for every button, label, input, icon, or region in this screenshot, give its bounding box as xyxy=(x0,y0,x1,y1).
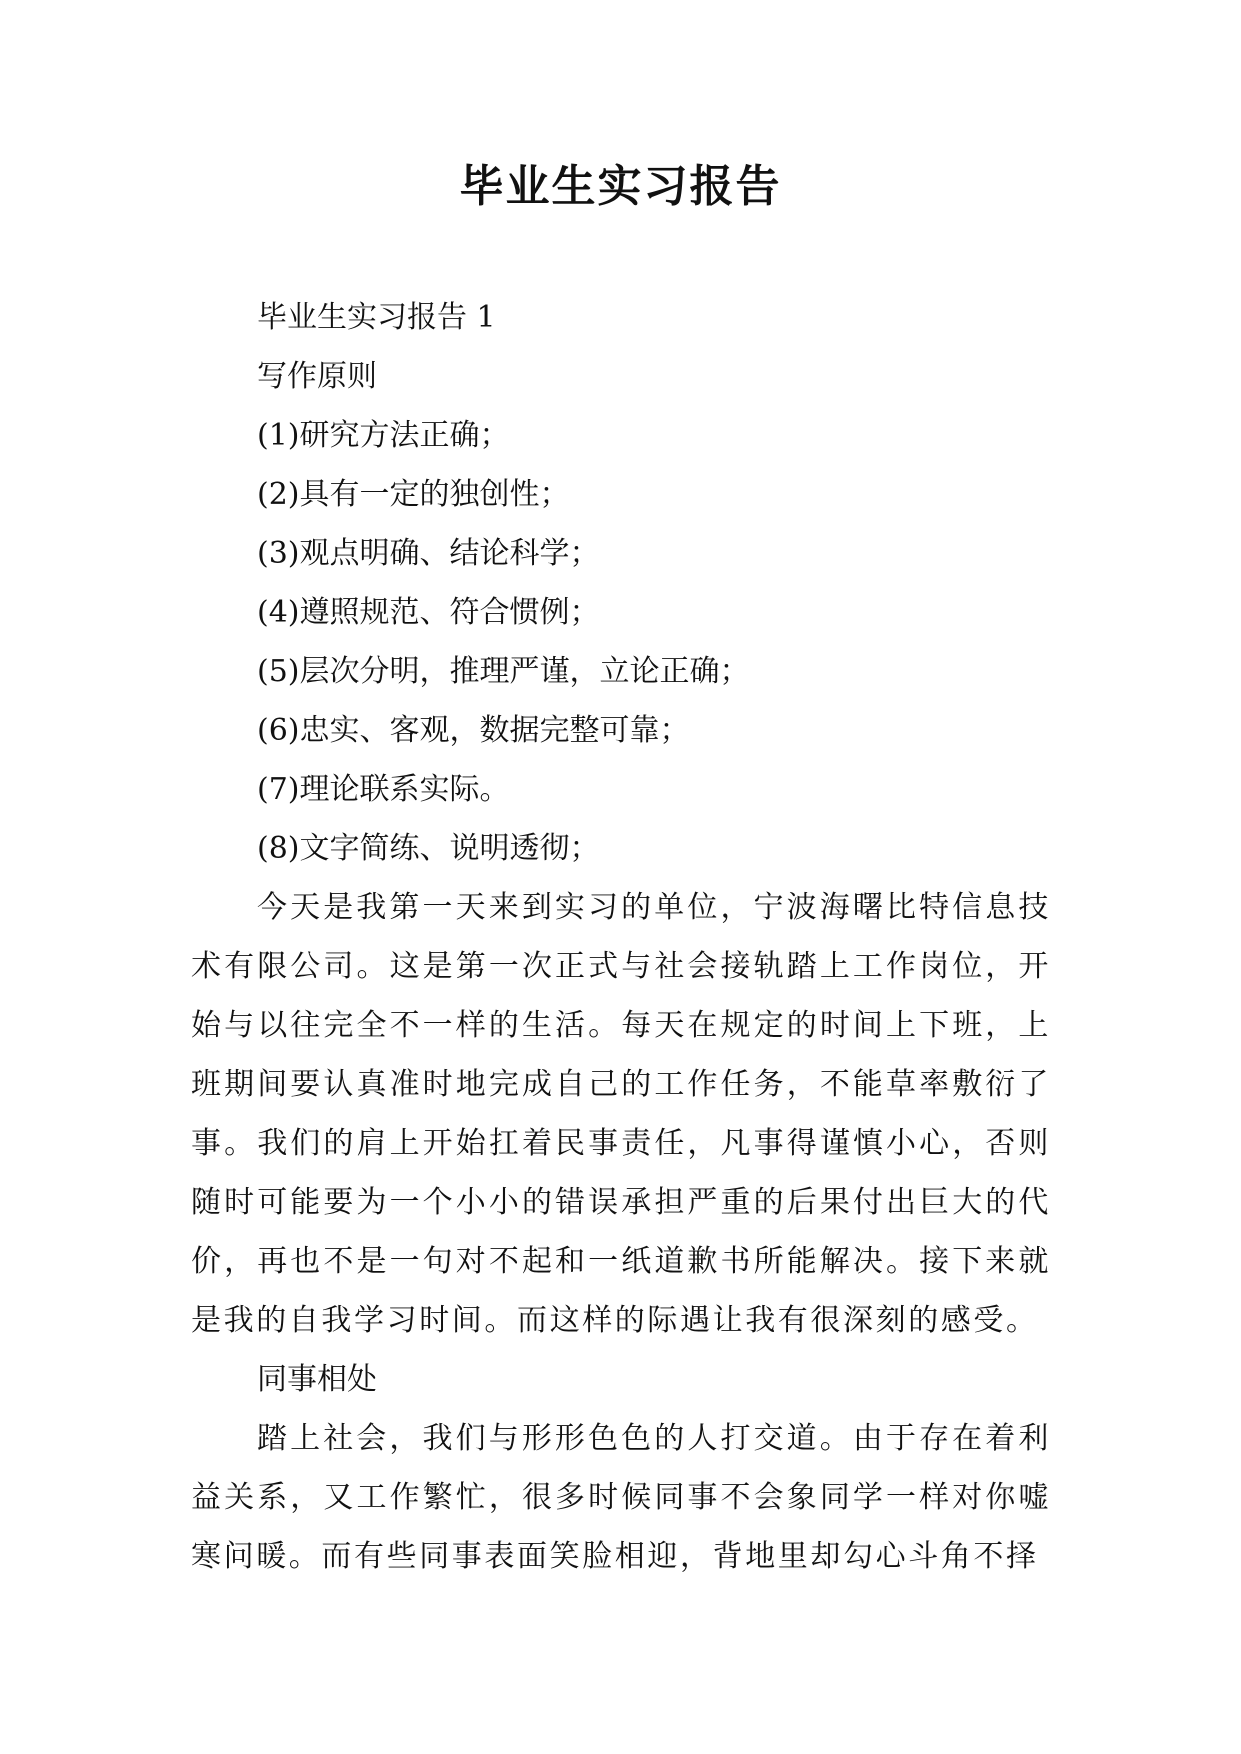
paragraph-colleagues: 踏上社会，我们与形形色色的人打交道。由于存在着利益关系，又工作繁忙，很多时候同事不会象同学一样对你嘘寒问暖。而有些同事表面笑脸相迎，背地里却勾心斗角不择 xyxy=(191,1421,1051,1574)
document-title: 毕业生实习报告 xyxy=(459,161,782,212)
list-item: (5)层次分明，推理严谨，立论正确； xyxy=(257,654,750,689)
paragraph-first-day: 今天是我第一天来到实习的单位，宁波海曙比特信息技术有限公司。这是第一次正式与社会接轨踏上工作岗位，开始与以往完全不一样的生活。每天在规定的时间上下班，上班期间要认真准时地完成自己的工作任务，不能草率敷衍了事。我们的肩上开始扛着民事责任，凡事得谨慎小心，否则随时可能要为一个小小的错误承担严重的后果付出巨大的代价，再也不是一句对不起和一纸道歉书所能解决。接下来就是我的自我学习时间。而这样的际遇让我有很深刻的感受。 xyxy=(191,890,1051,1338)
list-item: (2)具有一定的独创性； xyxy=(257,477,570,512)
section-heading-writing-principles: 写作原则 xyxy=(257,359,377,394)
document-body xyxy=(191,288,1051,1586)
section-heading-colleagues: 同事相处 xyxy=(257,1362,377,1397)
list-item: (7)理论联系实际。 xyxy=(257,772,510,807)
principles-list xyxy=(191,406,1051,878)
report-subtitle: 毕业生实习报告 1 xyxy=(257,300,496,335)
list-item: (1)研究方法正确； xyxy=(257,418,510,453)
list-item: (3)观点明确、结论科学； xyxy=(257,536,600,571)
list-item: (8)文字简练、说明透彻； xyxy=(257,831,600,866)
list-item: (4)遵照规范、符合惯例； xyxy=(257,595,600,630)
list-item: (6)忠实、客观，数据完整可靠； xyxy=(257,713,690,748)
